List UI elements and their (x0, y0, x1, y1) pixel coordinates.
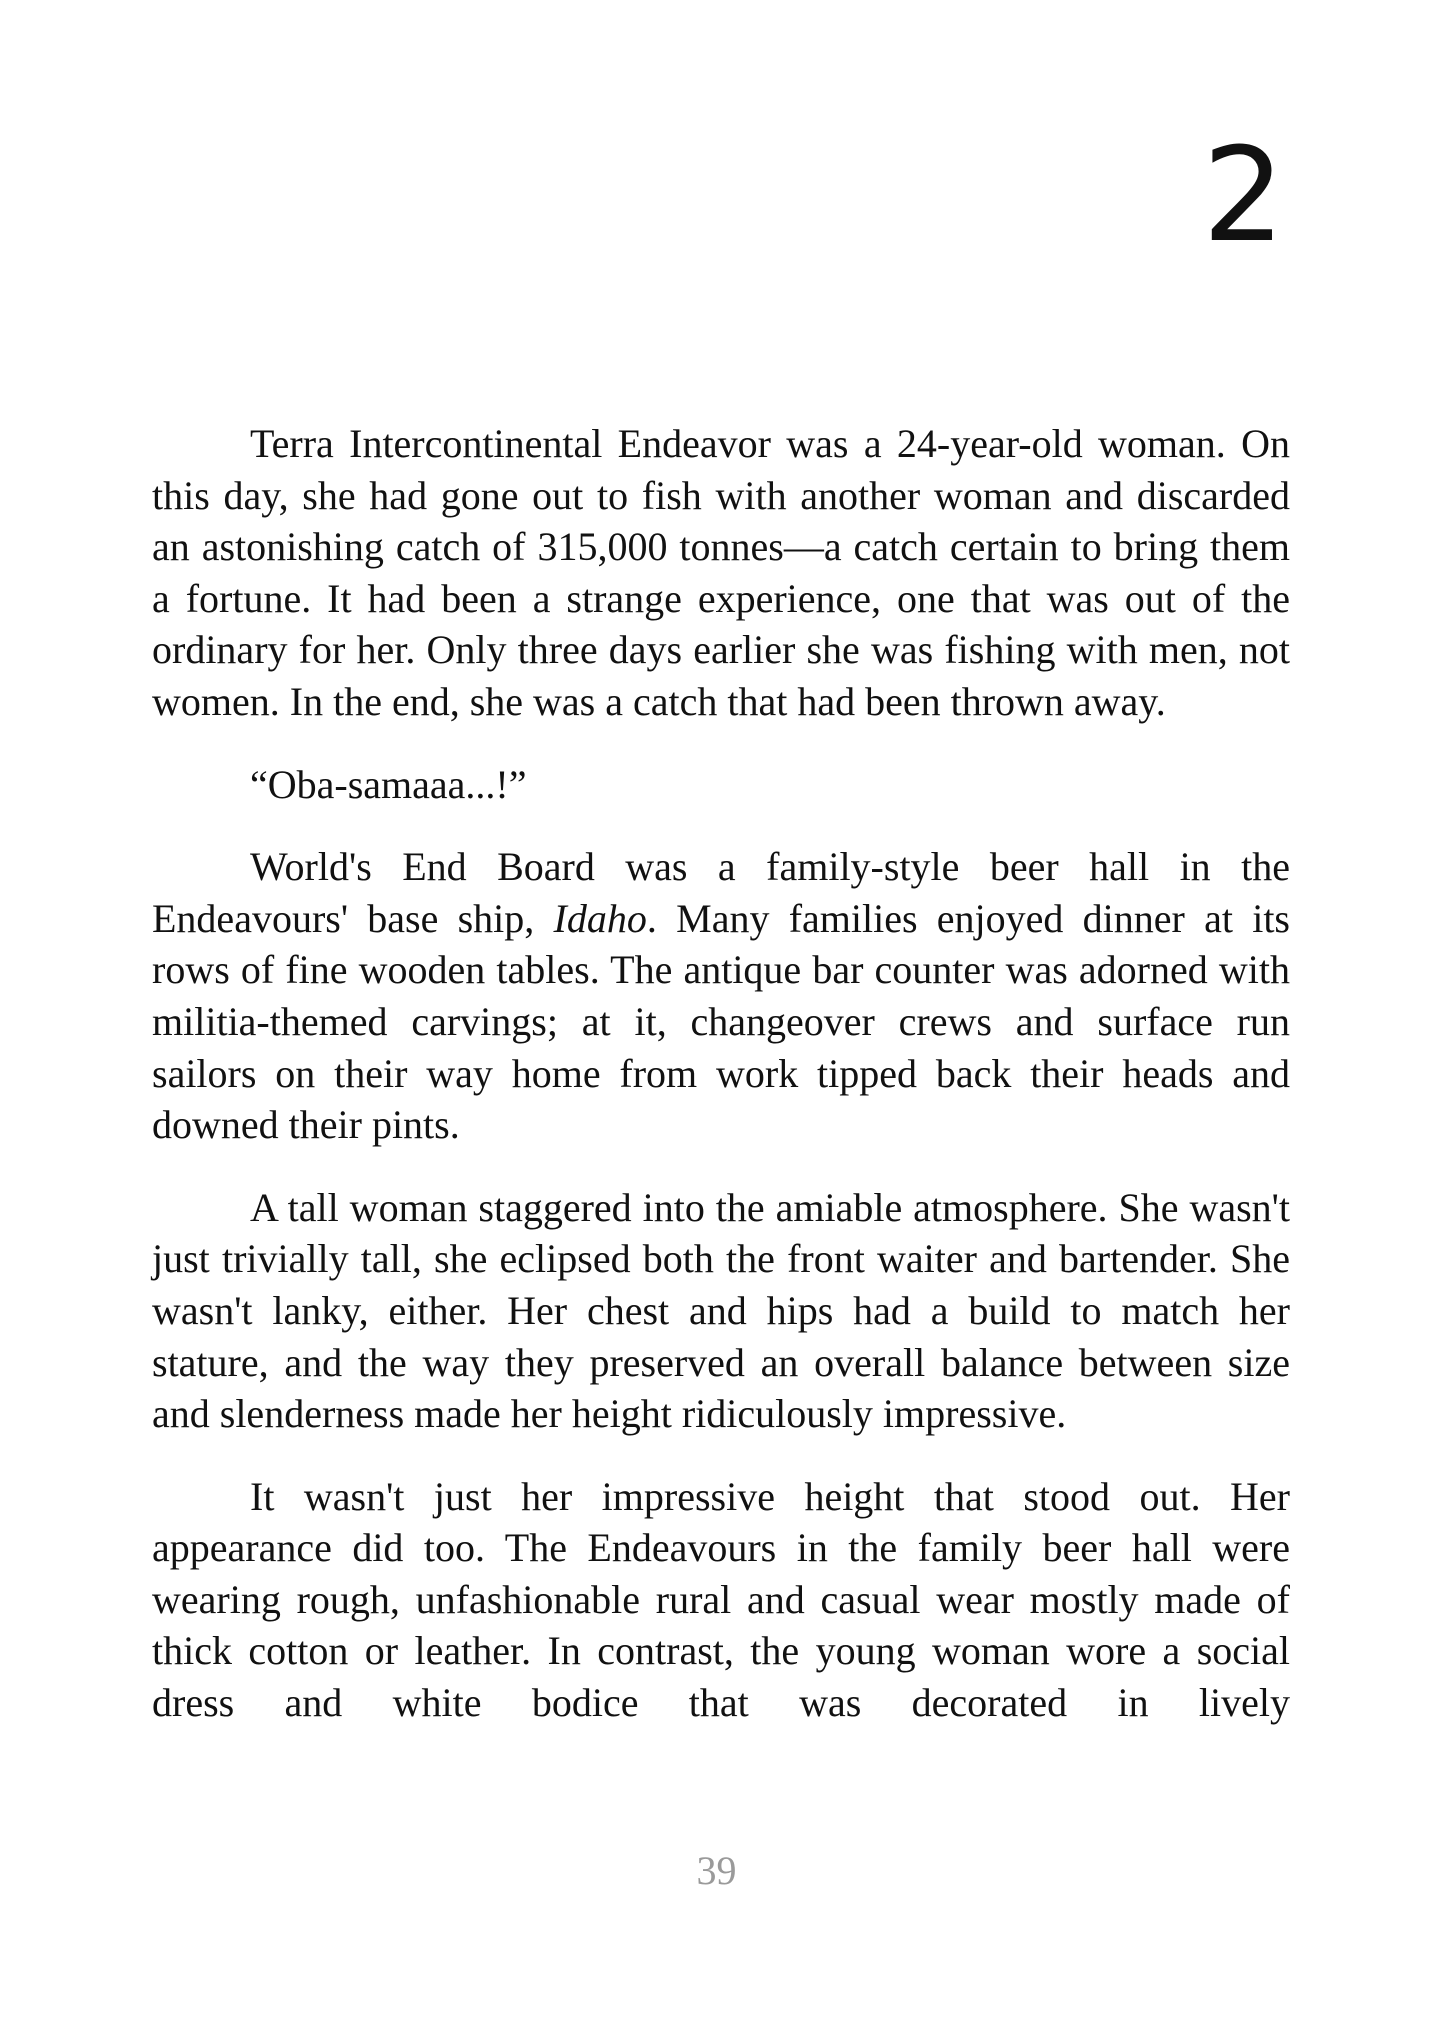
chapter-body (152, 418, 1290, 1760)
paragraph-3-after: . Many families enjoyed dinner at its rows of fine wooden tables. The antique bar counter was adorned with militia-themed carvings; at it, changeover crews and surface run sailors on their way home from work tipped back their heads and downed their pints. (152, 895, 1291, 1148)
paragraph-2-dialogue: “Oba-samaaa...!” (250, 761, 527, 807)
paragraph-3-before: World's End Board was a family-style beer hall in the Endeavours' base ship, (152, 844, 1290, 941)
paragraph-4: A tall woman staggered into the amiable atmosphere. She wasn't just trivially tall, she eclipsed both the front waiter and bartender. She wasn't lanky, either. Her chest and hips had a build to match her stature, and the way they preserved an overall balance between size and slenderness made her height ridiculously impressive. (152, 1184, 1290, 1437)
paragraph-1: Terra Intercontinental Endeavor was a 24-year-old woman. On this day, she had gone out to fish with another woman and discarded an astonishing catch of 315,000 tonnes—a catch certain to bring them a fortune. It had been a strange experience, one that was out of the ordinary for her. Only three days earlier she was fishing with men, not women. In the end, she was a catch that had been thrown away. (152, 421, 1290, 724)
page-number: 39 (696, 1848, 737, 1893)
chapter-number: 2 (1202, 119, 1285, 271)
paragraph-5: It wasn't just her impressive height that stood out. Her appearance did too. The Endeavours in the family beer hall were wearing rough, unfashionable rural and casual wear mostly made of thick cotton or leather. In contrast, the young woman wore a social dress and white bodice that was decorated in lively (152, 1473, 1290, 1726)
ship-name-italic: Idaho (553, 895, 647, 941)
paragraph-3 (152, 841, 1290, 1151)
